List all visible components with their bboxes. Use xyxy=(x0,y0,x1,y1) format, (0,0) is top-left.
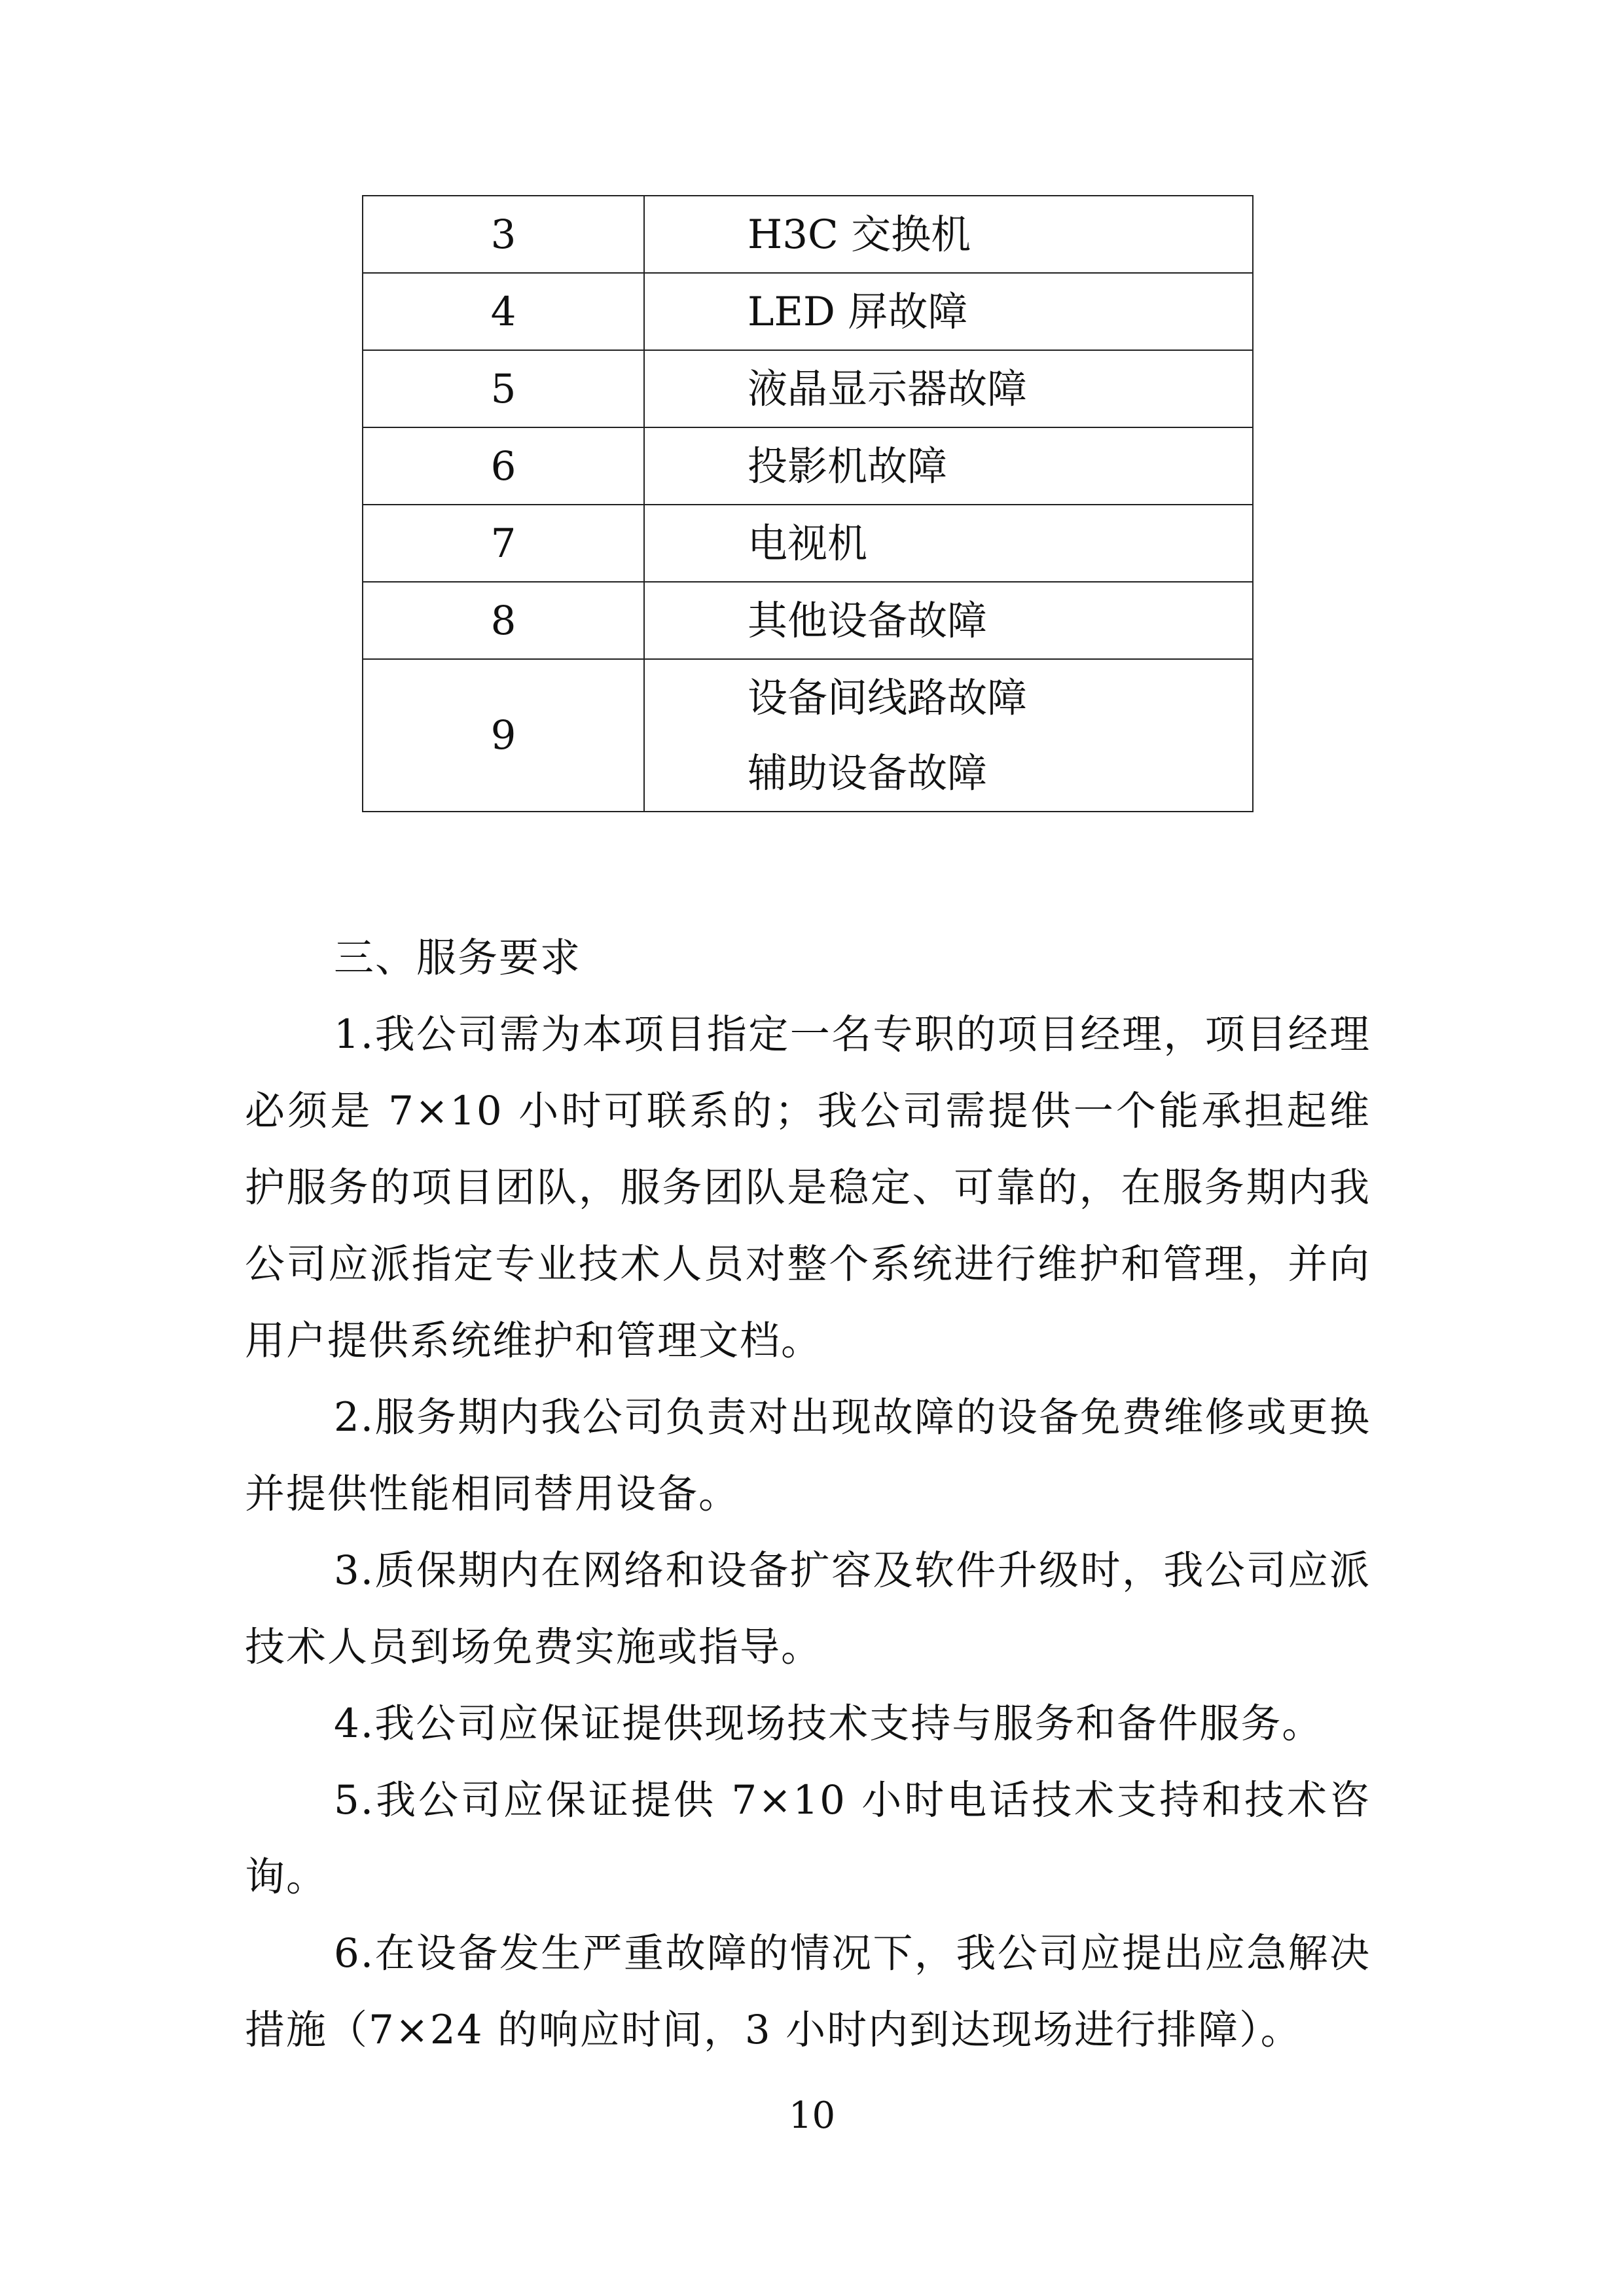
row-item xyxy=(644,659,1253,812)
table-row xyxy=(363,505,1253,582)
service-requirements-section xyxy=(245,920,1371,2068)
table-row xyxy=(363,273,1253,350)
row-item xyxy=(644,427,1253,505)
table-row xyxy=(363,350,1253,427)
row-index: 9 xyxy=(363,659,644,812)
row-index: 8 xyxy=(363,582,644,659)
item-text: 其他设备故障 xyxy=(748,597,988,644)
paragraph: 4.我公司应保证提供现场技术支持与服务和备件服务。 xyxy=(334,1700,1324,1747)
row-index: 3 xyxy=(363,196,644,273)
row-item xyxy=(644,273,1253,350)
item-text: 投影机故障 xyxy=(748,442,948,490)
paragraph: 2.服务期内我公司负责对出现故障的设备免费维修或更换并提供性能相同替用设备。 xyxy=(245,1394,1371,1517)
row-index: 6 xyxy=(363,427,644,505)
item-text: LED 屏故障 xyxy=(748,288,968,335)
table-row xyxy=(363,196,1253,273)
item-text: 液晶显示器故障 xyxy=(748,365,1028,412)
row-index: 4 xyxy=(363,273,644,350)
item-text: 电视机 xyxy=(748,520,868,567)
section-heading: 三、服务要求 xyxy=(334,935,582,981)
row-index: 5 xyxy=(363,350,644,427)
paragraph: 5.我公司应保证提供 7×10 小时电话技术支持和技术咨询。 xyxy=(245,1777,1371,1900)
row-item xyxy=(644,350,1253,427)
row-item xyxy=(644,582,1253,659)
item-text: 设备间线路故障 xyxy=(748,674,1028,721)
item-text: H3C 交换机 xyxy=(748,211,971,258)
row-index: 7 xyxy=(363,505,644,582)
row-item xyxy=(644,505,1253,582)
table-row xyxy=(363,427,1253,505)
row-item xyxy=(644,196,1253,273)
paragraph: 6.在设备发生严重故障的情况下，我公司应提出应急解决措施（7×24 的响应时间，3 小时内到达现场进行排障）。 xyxy=(245,1930,1371,2053)
page-number: 10 xyxy=(788,2094,836,2137)
fault-table xyxy=(362,195,1254,812)
paragraph: 3.质保期内在网络和设备扩容及软件升级时，我公司应派技术人员到场免费实施或指导。 xyxy=(245,1547,1371,1670)
table-row xyxy=(363,582,1253,659)
paragraph: 1.我公司需为本项目指定一名专职的项目经理，项目经理必须是 7×10 小时可联系的；我公司需提供一个能承担起维护服务的项目团队，服务团队是稳定、可靠的，在服务期内我公司应派指定专业技术人员对整个系统进行维护和管理，并向用户提供系统维护和管理文档。 xyxy=(245,1011,1371,1364)
item-text: 辅助设备故障 xyxy=(748,749,988,797)
table-row xyxy=(363,659,1253,812)
